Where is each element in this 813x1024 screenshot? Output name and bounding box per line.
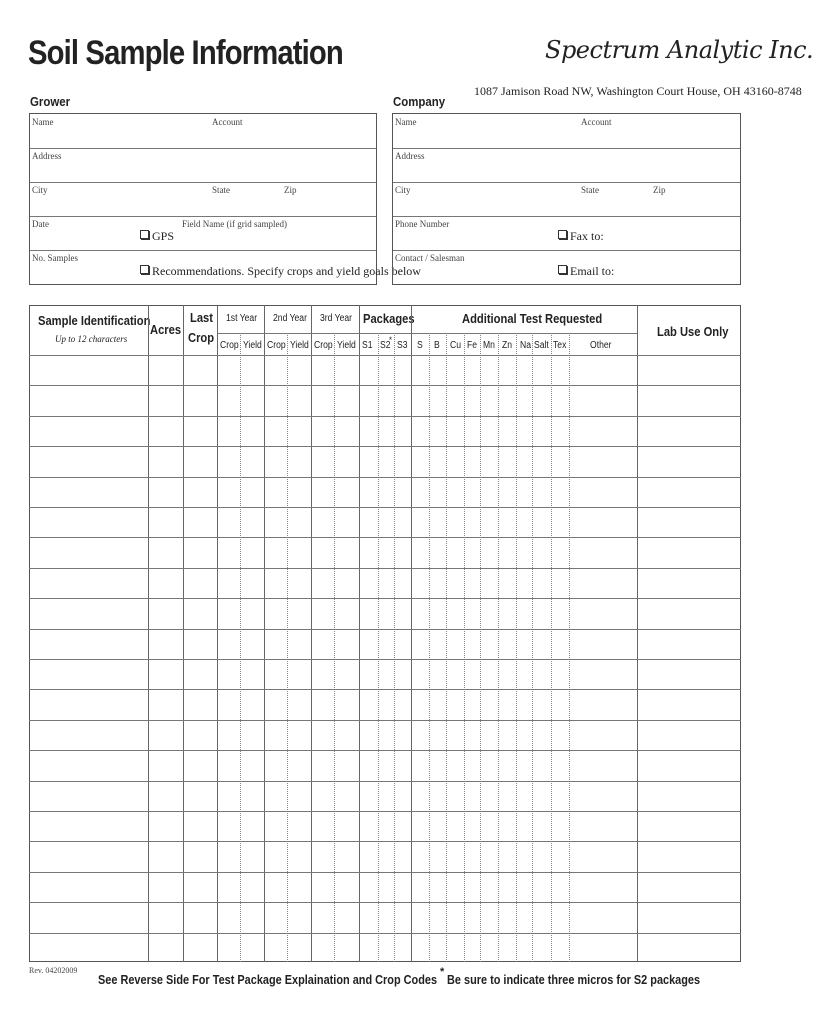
subheader-yield-1: Yield bbox=[243, 340, 262, 351]
checkbox-icon bbox=[140, 230, 149, 239]
subheader-s2-asterisk: * bbox=[389, 335, 393, 345]
brand-logo: Spectrum Analytic Inc. bbox=[545, 36, 813, 64]
company-city-field[interactable]: City bbox=[395, 185, 411, 195]
column-divider bbox=[569, 333, 570, 962]
column-divider bbox=[183, 305, 184, 962]
grower-city-field[interactable]: City bbox=[32, 185, 48, 195]
row-divider bbox=[29, 841, 741, 842]
row-divider bbox=[29, 933, 741, 934]
row-divider bbox=[29, 781, 741, 782]
sample-id-header: Sample Identification bbox=[38, 313, 151, 328]
grower-zip-field[interactable]: Zip bbox=[284, 185, 297, 195]
row-divider bbox=[29, 659, 741, 660]
column-divider bbox=[464, 333, 465, 962]
additional-tests-header: Additional Test Requested bbox=[462, 311, 603, 326]
packages-header: Packages bbox=[363, 311, 415, 326]
company-state-field[interactable]: State bbox=[581, 185, 599, 195]
field-name-field[interactable]: Field Name (if grid sampled) bbox=[182, 219, 287, 229]
grower-account-field[interactable]: Account bbox=[212, 117, 243, 127]
column-divider bbox=[311, 305, 312, 962]
row-divider bbox=[29, 689, 741, 690]
subheader-crop-3: Crop bbox=[314, 340, 333, 351]
year3-header: 3rd Year bbox=[320, 313, 353, 324]
no-samples-field[interactable]: No. Samples bbox=[32, 253, 78, 263]
subheader-mn: Mn bbox=[483, 340, 495, 351]
grower-address-field[interactable]: Address bbox=[32, 151, 62, 161]
column-divider bbox=[446, 333, 447, 962]
column-divider bbox=[264, 305, 265, 962]
column-divider bbox=[148, 305, 149, 962]
column-divider bbox=[394, 333, 395, 962]
column-divider bbox=[334, 333, 335, 962]
sample-id-note: Up to 12 characters bbox=[55, 334, 128, 344]
subheader-yield-3: Yield bbox=[337, 340, 356, 351]
grower-section-label: Grower bbox=[30, 94, 71, 109]
subheader-salt: Salt bbox=[534, 340, 549, 351]
row-divider bbox=[29, 355, 741, 356]
grower-name-field[interactable]: Name bbox=[32, 117, 54, 127]
row-divider bbox=[29, 416, 741, 417]
asterisk-mark: * bbox=[440, 966, 445, 978]
column-divider bbox=[359, 305, 360, 962]
subheader-s1: S1 bbox=[362, 340, 373, 351]
checkbox-icon bbox=[140, 265, 149, 274]
s2-package-note: Be sure to indicate three micros for S2 packages bbox=[447, 972, 701, 987]
phone-number-field[interactable]: Phone Number bbox=[395, 219, 450, 229]
grower-date-field[interactable]: Date bbox=[32, 219, 49, 229]
column-divider bbox=[551, 333, 552, 962]
row-divider bbox=[29, 507, 741, 508]
subheader-yield-2: Yield bbox=[290, 340, 309, 351]
recommendations-option[interactable]: Recommendations. Specify crops and yield goals below bbox=[140, 264, 421, 279]
row-divider bbox=[29, 720, 741, 721]
checkbox-icon bbox=[558, 265, 567, 274]
subheader-tex: Tex bbox=[553, 340, 567, 351]
checkbox-icon bbox=[558, 230, 567, 239]
row-divider bbox=[29, 872, 741, 873]
crop-header: Crop bbox=[188, 330, 215, 345]
company-account-field[interactable]: Account bbox=[581, 117, 612, 127]
column-divider bbox=[532, 333, 533, 962]
acres-header: Acres bbox=[150, 322, 182, 337]
company-section-label: Company bbox=[393, 94, 446, 109]
year1-header: 1st Year bbox=[226, 313, 258, 324]
row-divider bbox=[29, 811, 741, 812]
subheader-crop-2: Crop bbox=[267, 340, 286, 351]
row-divider bbox=[29, 477, 741, 478]
column-divider bbox=[240, 333, 241, 962]
column-divider bbox=[498, 333, 499, 962]
subheader-zn: Zn bbox=[502, 340, 513, 351]
subheader-fe: Fe bbox=[467, 340, 478, 351]
column-divider bbox=[637, 305, 638, 962]
sample-table bbox=[29, 305, 741, 962]
page-title: Soil Sample Information bbox=[28, 34, 343, 72]
row-divider bbox=[29, 446, 741, 447]
revision-code: Rev. 04202009 bbox=[29, 966, 78, 975]
subheader-other: Other bbox=[590, 340, 612, 351]
company-zip-field[interactable]: Zip bbox=[653, 185, 666, 195]
company-box bbox=[392, 113, 741, 285]
row-divider bbox=[29, 750, 741, 751]
subheader-crop-1: Crop bbox=[220, 340, 239, 351]
column-divider bbox=[217, 305, 218, 962]
subheader-s2: S2 bbox=[380, 340, 391, 351]
column-divider bbox=[378, 333, 379, 962]
subheader-cu: Cu bbox=[450, 340, 462, 351]
company-name-field[interactable]: Name bbox=[395, 117, 417, 127]
column-divider bbox=[429, 333, 430, 962]
contact-salesman-field[interactable]: Contact / Salesman bbox=[395, 253, 465, 263]
lab-use-header: Lab Use Only bbox=[657, 324, 729, 339]
subheader-s: S bbox=[417, 340, 423, 351]
grower-state-field[interactable]: State bbox=[212, 185, 230, 195]
company-address-field[interactable]: Address bbox=[395, 151, 425, 161]
row-divider bbox=[29, 568, 741, 569]
row-divider bbox=[29, 629, 741, 630]
gps-option[interactable]: GPS bbox=[140, 229, 174, 244]
subheader-s3: S3 bbox=[397, 340, 408, 351]
grower-box bbox=[29, 113, 421, 285]
row-divider bbox=[29, 598, 741, 599]
column-divider bbox=[411, 305, 412, 962]
fax-option[interactable]: Fax to: bbox=[558, 229, 604, 244]
reverse-side-note: See Reverse Side For Test Package Explaination and Crop Codes bbox=[98, 972, 438, 987]
row-divider bbox=[29, 385, 741, 386]
row-divider bbox=[29, 537, 741, 538]
column-divider bbox=[287, 333, 288, 962]
last-header: Last bbox=[190, 310, 213, 325]
subheader-b: B bbox=[434, 340, 440, 351]
row-divider bbox=[217, 333, 637, 334]
year2-header: 2nd Year bbox=[273, 313, 307, 324]
subheader-na: Na bbox=[520, 340, 532, 351]
column-divider bbox=[516, 333, 517, 962]
row-divider bbox=[29, 902, 741, 903]
column-divider bbox=[480, 333, 481, 962]
email-option[interactable]: Email to: bbox=[558, 264, 614, 279]
lab-address: 1087 Jamison Road NW, Washington Court House, OH 43160-8748 bbox=[474, 84, 802, 98]
